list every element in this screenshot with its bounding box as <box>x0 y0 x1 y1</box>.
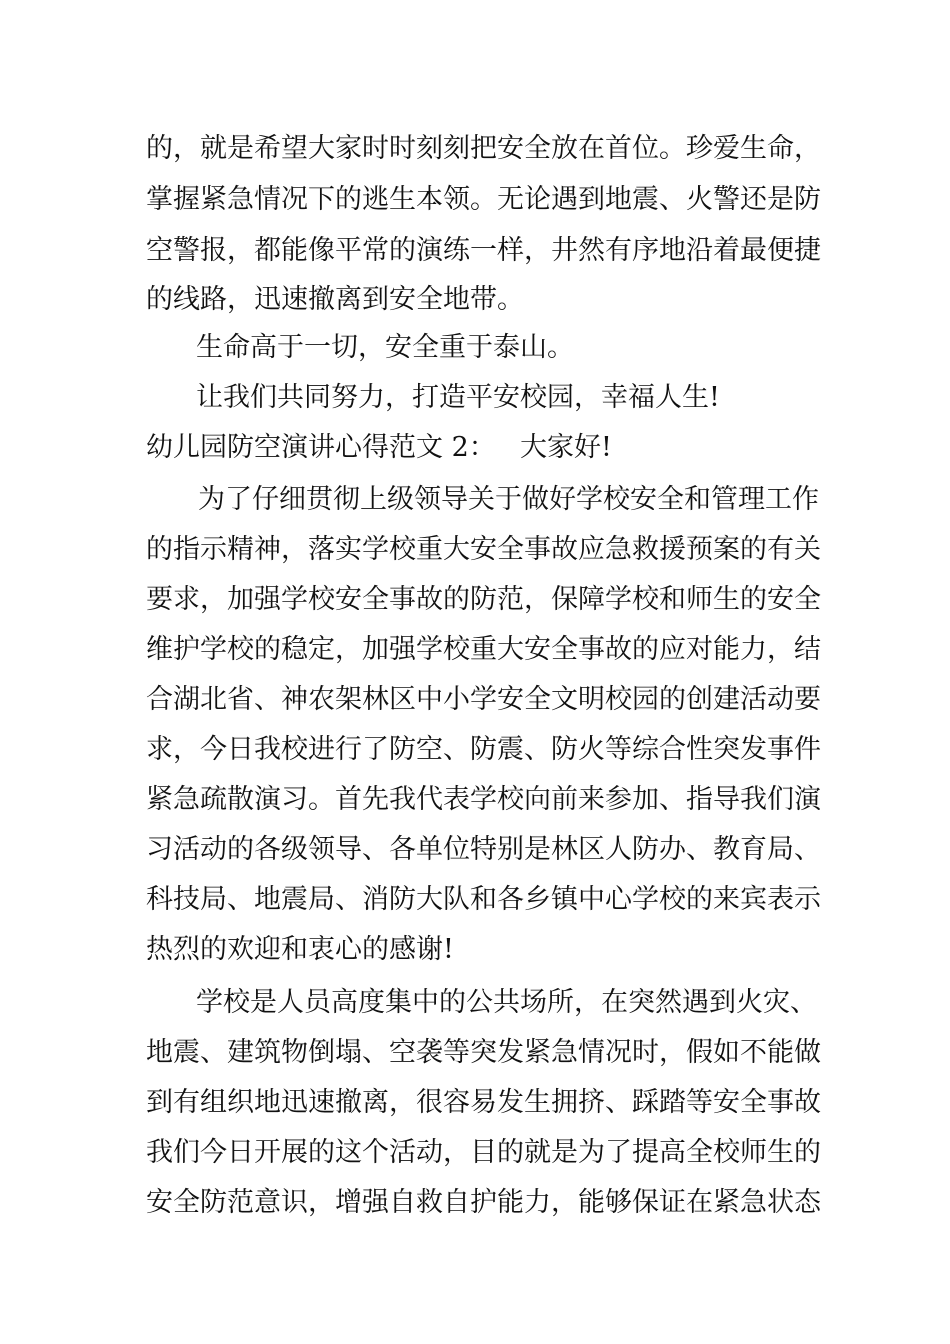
paragraph-line: 的指示精神，落实学校重大安全事故应急救援预案的有关 <box>146 534 821 565</box>
paragraph-line: 我们今日开展的这个活动，目的就是为了提高全校师生的 <box>146 1137 821 1168</box>
paragraph-line: 安全防范意识，增强自救自护能力，能够保证在紧急状态 <box>146 1187 821 1218</box>
paragraph-line: 求，今日我校进行了防空、防震、防火等综合性突发事件 <box>146 734 821 765</box>
paragraph-line: 为了仔细贯彻上级领导关于做好学校安全和管理工作 <box>198 484 819 515</box>
paragraph-line: 要求，加强学校安全事故的防范，保障学校和师生的安全 <box>146 584 821 615</box>
paragraph-line: 维护学校的稳定，加强学校重大安全事故的应对能力，结 <box>146 634 821 665</box>
section-title: 幼儿园防空演讲心得范文 2： <box>146 432 496 463</box>
greeting: 大家好! <box>520 432 612 463</box>
paragraph-line: 合湖北省、神农架林区中小学安全文明校园的创建活动要 <box>146 684 821 715</box>
motto-line: 生命高于一切，安全重于泰山。 <box>196 332 574 363</box>
paragraph-line: 热烈的欢迎和衷心的感谢! <box>146 934 454 965</box>
paragraph-line: 紧急疏散演习。首先我代表学校向前来参加、指导我们演 <box>146 784 821 815</box>
motto-line: 让我们共同努力，打造平安校园，幸福人生! <box>196 382 720 413</box>
paragraph-line: 到有组织地迅速撤离，很容易发生拥挤、踩踏等安全事故 <box>146 1087 821 1118</box>
paragraph-line: 科技局、地震局、消防大队和各乡镇中心学校的来宾表示 <box>146 884 821 915</box>
text-line: 掌握紧急情况下的逃生本领。无论遇到地震、火警还是防 <box>146 184 821 215</box>
text-line: 的线路，迅速撤离到安全地带。 <box>146 284 524 315</box>
text-line: 空警报，都能像平常的演练一样，井然有序地沿着最便捷 <box>146 235 821 266</box>
text-line: 的，就是希望大家时时刻刻把安全放在首位。珍爱生命， <box>146 133 821 164</box>
paragraph-line: 地震、建筑物倒塌、空袭等突发紧急情况时，假如不能做 <box>146 1037 821 1068</box>
paragraph-line: 习活动的各级领导、各单位特别是林区人防办、教育局、 <box>146 834 821 865</box>
paragraph-line: 学校是人员高度集中的公共场所，在突然遇到火灾、 <box>196 987 817 1018</box>
